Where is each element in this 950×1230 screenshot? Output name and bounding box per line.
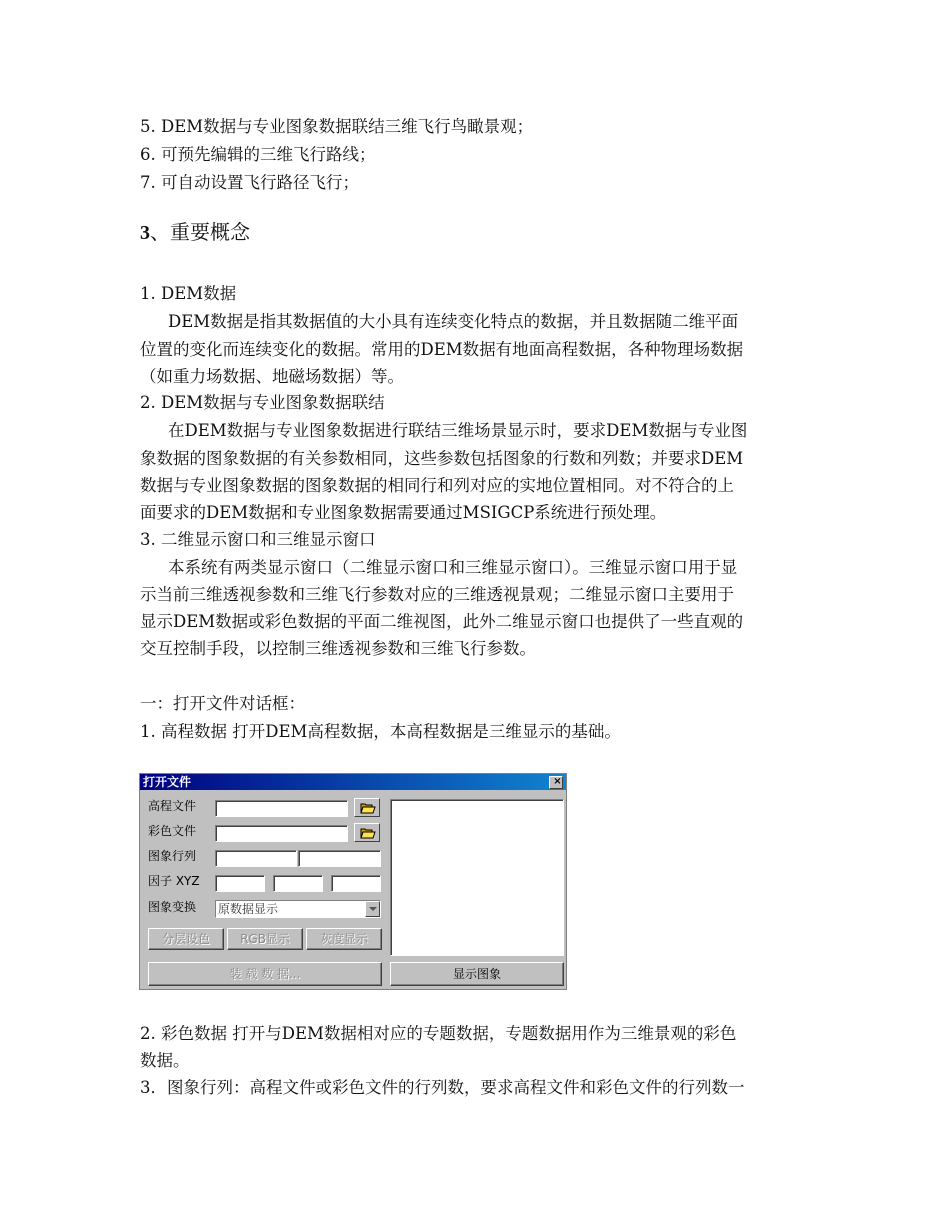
close-icon[interactable]: × [549, 776, 563, 789]
image-preview-area [390, 799, 564, 956]
load-data-button[interactable]: 装 载 数 据... [148, 962, 382, 986]
concept-1-title: 1. DEM数据 [140, 284, 237, 303]
dialog-title: 打开文件 [143, 775, 192, 789]
elevation-file-input[interactable] [215, 800, 348, 817]
image-rows-input[interactable] [215, 850, 297, 867]
concept-1-paragraph-line: 位置的变化而连续变化的数据。常用的DEM数据有地面高程数据，各种物理场数据 [140, 340, 744, 359]
concept-2-paragraph-line: 数据与专业图象数据的图象数据的相同行和列对应的实地位置相同。对不符合的上 [140, 476, 734, 495]
section-3-title: 、重要概念 [150, 220, 250, 244]
dialog-section-item-1: 1. 高程数据 打开DEM高程数据，本高程数据是三维显示的基础。 [140, 722, 621, 741]
after-item-2-line: 数据。 [140, 1051, 190, 1070]
list-item-5: 5. DEM数据与专业图象数据联结三维飞行鸟瞰景观； [140, 117, 534, 136]
factor-z-input[interactable] [331, 875, 381, 892]
grayscale-display-button[interactable]: 灰度显示 [306, 928, 382, 950]
folder-open-icon [360, 802, 376, 814]
image-rowcol-label: 图象行列 [148, 849, 197, 863]
layer-color-button[interactable]: 分层设色 [148, 928, 224, 950]
concept-3-paragraph-line: 显示DEM数据或彩色数据的平面二维视图，此外二维显示窗口也提供了一些直观的 [140, 612, 744, 631]
section-3-heading [140, 218, 250, 247]
after-item-2-line: 2. 彩色数据 打开与DEM数据相对应的专题数据，专题数据用作为三维景观的彩色 [140, 1024, 737, 1043]
rgb-display-button[interactable]: RGB显示 [227, 928, 303, 950]
color-file-label: 彩色文件 [148, 824, 197, 838]
concept-2-paragraph-line: 象数据的图象数据的有关参数相同，这些参数包括图象的行数和列数；并要求DEM [140, 449, 744, 468]
concept-2-title: 2. DEM数据与专业图象数据联结 [140, 393, 385, 412]
image-transform-value: 原数据显示 [218, 902, 279, 916]
section-3-number: 3 [140, 222, 150, 244]
chevron-down-icon[interactable] [365, 901, 380, 917]
image-transform-select[interactable] [215, 900, 381, 918]
color-browse-button[interactable] [354, 823, 380, 842]
dialog-section-title: 一：打开文件对话框： [140, 694, 305, 713]
elevation-browse-button[interactable] [354, 798, 380, 817]
after-item-3-line: 3．图象行列：高程文件或彩色文件的行列数，要求高程文件和彩色文件的行列数一 [140, 1078, 745, 1097]
folder-open-icon [360, 827, 376, 839]
show-image-button[interactable]: 显示图象 [390, 962, 564, 986]
factor-x-input[interactable] [215, 875, 265, 892]
concept-2-paragraph-line: 在DEM数据与专业图象数据进行联结三维场景显示时，要求DEM数据与专业图 [168, 421, 748, 440]
concept-3-paragraph-line: 交互控制手段，以控制三维透视参数和三维飞行参数。 [140, 639, 536, 658]
color-file-input[interactable] [215, 825, 348, 842]
list-item-6: 6. 可预先编辑的三维飞行路线； [140, 145, 376, 164]
factor-xyz-label: 因子 XYZ [148, 874, 200, 888]
dialog-title-bar [140, 774, 566, 790]
open-file-dialog [139, 773, 567, 990]
concept-3-paragraph-line: 本系统有两类显示窗口（二维显示窗口和三维显示窗口）。三维显示窗口用于显 [168, 558, 738, 577]
image-transform-label: 图象变换 [148, 900, 197, 914]
concept-1-paragraph-line: DEM数据是指其数据值的大小具有连续变化特点的数据，并且数据随二维平面 [168, 312, 739, 331]
concept-3-paragraph-line: 示当前三维透视参数和三维飞行参数对应的三维透视景观；二维显示窗口主要用于 [140, 585, 734, 604]
concept-1-paragraph-line: （如重力场数据、地磁场数据）等。 [140, 367, 404, 386]
concept-3-title: 3. 二维显示窗口和三维显示窗口 [140, 530, 376, 549]
concept-2-paragraph-line: 面要求的DEM数据和专业图象数据需要通过MSIGCP系统进行预处理。 [140, 503, 667, 522]
factor-y-input[interactable] [273, 875, 323, 892]
image-cols-input[interactable] [298, 850, 381, 867]
list-item-7: 7. 可自动设置飞行路径飞行； [140, 173, 359, 192]
elevation-file-label: 高程文件 [148, 799, 197, 813]
